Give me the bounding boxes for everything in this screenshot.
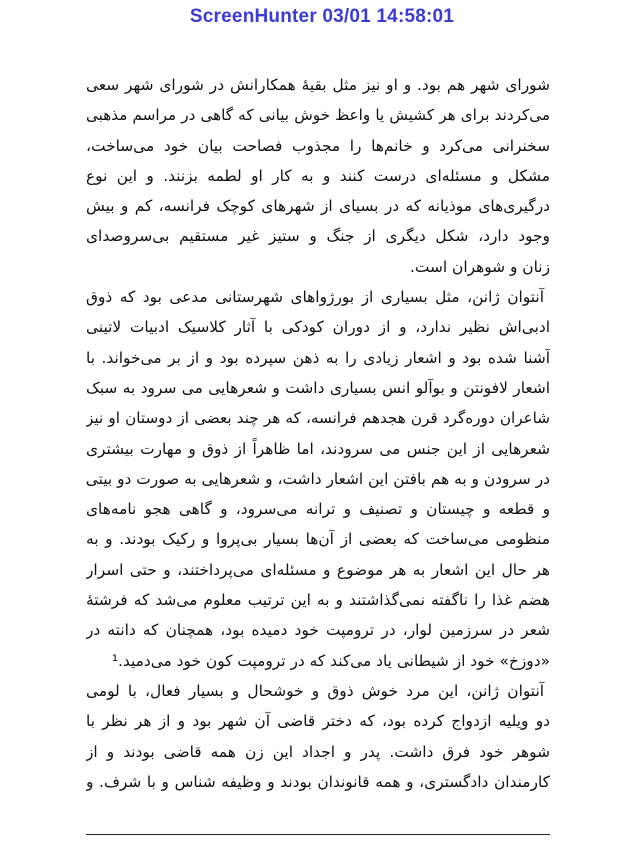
text-line: اشعار لافونتن و بوآلو انس بسیاری داشت و شعرهایی می سرود به سبک [86,378,550,397]
text-line: شاعران دوره‌گرد قرن هجدهم فرانسه، که هر چند بعضی از دوستان او نیز [86,409,550,428]
text-line: در سرودن و به هم بافتن این اشعار داشت، و شعرهایی به صورت دو بیتی [86,469,550,488]
text-line: هر حال این اشعار به هر موضوع و مسئله‌ای می‌پرداختند، و حتی اسرار [86,560,550,579]
text-line: سخنرانی می‌کرد و خانم‌ها را مجذوب فصاحت بیان خود می‌ساخت، [86,136,550,155]
text-line: شوهر خود فرق داشت. پدر و اجداد این زن همه قاضی بودند و از [86,742,550,761]
document-page [86,70,550,830]
text-line: کارمندان دادگستری، و همه قانوندان بودند و وظیفه شناس و با شرف. و [86,772,550,791]
text-line: آشنا شده بود و اشعار زیادی را به ذهن سپرده بود و از بر می‌خواند. با [86,348,550,367]
paragraph-2 [86,282,550,676]
text-line: شعر در سرزمین لوار، در ترومپت خود دمیده بود، همچنان که دانته در [86,621,550,640]
text-line: شورای شهر هم بود. و او نیز مثل بقیهٔ همکارانش در شورای شهر سعی [86,76,550,94]
text-line: منظومی می‌ساخت که بعضی از آن‌ها بسیار بی‌پروا و رکیک بودند. و به [86,530,550,549]
footnote-divider [86,834,550,835]
body-text [86,70,550,797]
text-line: دو ویلیه ازدواج کرده بود، که دختر قاضی آن شهر بود و از هر نظر با [86,712,550,731]
screenhunter-banner: ScreenHunter 03/01 14:58:01 [189,6,455,27]
paragraph-1 [86,70,550,282]
text-line: آنتوان ژانن، این مرد خوش ذوق و خوشحال و بسیار فعال، با لومی [86,681,544,700]
text-line: هضم غذا را ناگفته نمی‌گذاشتند و به این ترتیب معلوم می‌شد که فرشتهٔ [86,591,550,610]
text-line: شعرهایی از این جنس می سرودند، اما ظاهراً از ذوق و مهارت بیشتری [86,439,550,458]
text-line: زنان و شوهران است. [409,257,550,276]
text-line: و قطعه و چیستان و تصنیف و ترانه می‌سرود، و گاهی هجو نامه‌های [86,500,550,519]
text-line: مشکل و مسئله‌ای درست کنند و به کار او لطمه بزنند. و این نوع [86,166,550,185]
paragraph-3 [86,676,550,797]
text-line: آنتوان ژانن، مثل بسیاری از بورژواهای شهرستانی مدعی بود که ذوق [86,288,544,307]
text-line: ادبی‌اش نظیر ندارد، و از دوران کودکی با آثار کلاسیک ادبیات لاتینی [86,318,550,337]
text-line: می‌کردند برای هر کشیش یا واعظ خوش بیانی که گاهی در مراسم مذهبی [86,106,550,125]
text-line: «دوزخ» خود از شیطانی یاد می‌کند که در ترومپت کون خود می‌دمید.¹ [111,651,550,670]
text-line: وجود دارد، شکل دیگری از جنگ و ستیز غیر مستقیم بی‌سروصدای [86,227,550,246]
text-line: درگیری‌های موذیانه که در بسیای از شهرهای کوچک فرانسه، کم و بیش [86,197,550,216]
